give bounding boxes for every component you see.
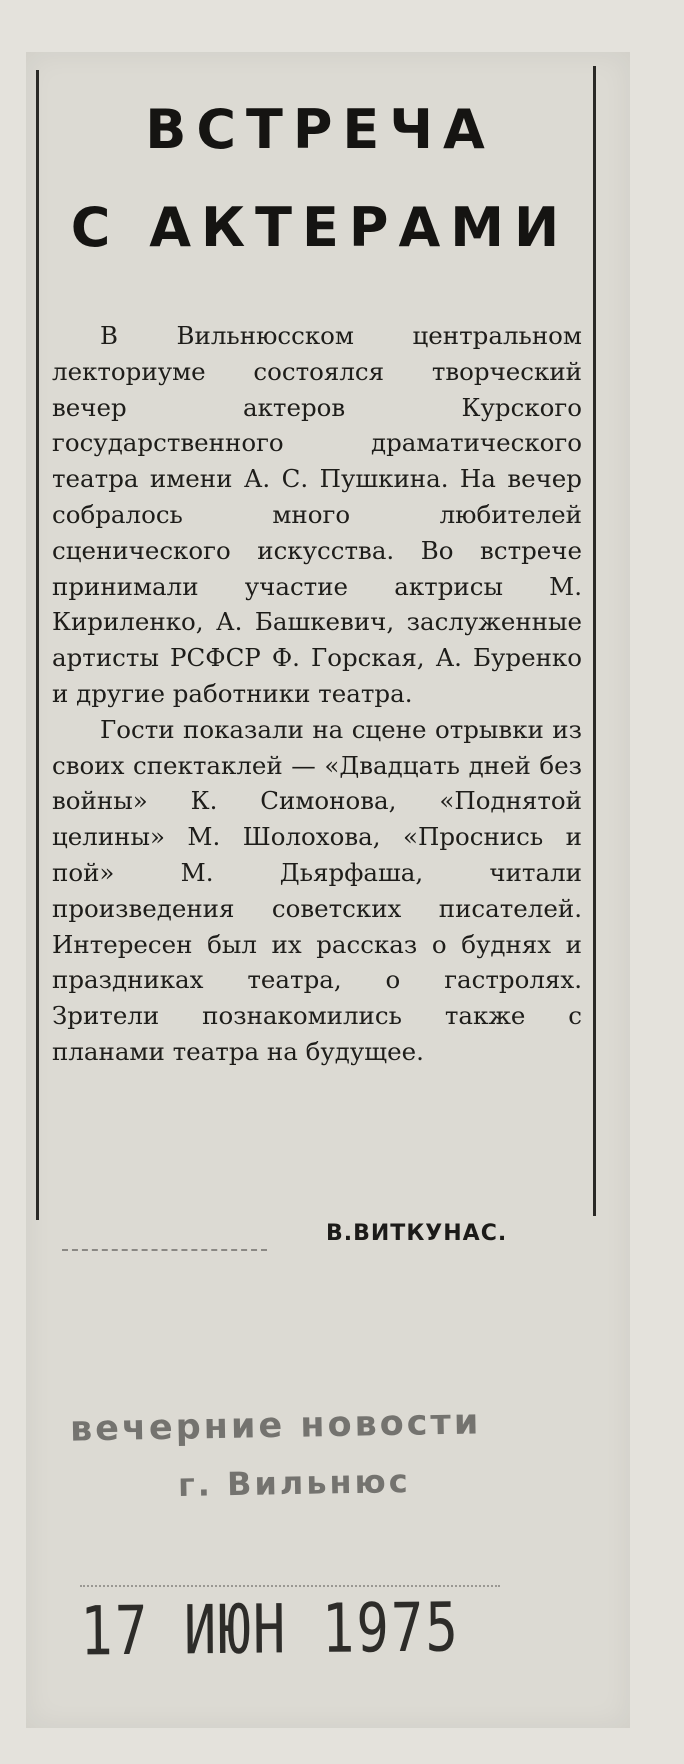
article-body xyxy=(52,318,582,1070)
stamp-date: 17 ИЮН 1975 xyxy=(80,1587,461,1671)
stamp-newspaper-name: вечерние новости xyxy=(69,1402,482,1450)
divider-line xyxy=(62,1249,267,1251)
article-paragraph-1: В Вильнюсском центральном лекториуме состоялся творческий вечер актеров Курского государственного драматического театра имени А. С. Пушкина. На вечер собралось много любителей сценического искусства. Во встрече принимали участие актрисы М. Кириленко, А. Башкевич, заслуженные артисты РСФСР Ф. Горская, А. Буренко и другие работники театра. xyxy=(52,321,582,708)
stamp-dotted-line xyxy=(80,1585,500,1587)
article-paragraph-2: Гости показали на сцене отрывки из своих спектаклей — «Двадцать дней без войны» К. Симонова, «Поднятой целины» М. Шолохова, «Проснись и пой» М. Дьярфаша, читали произведения советских писателей. Интересен был их рассказ о буднях и праздниках театра, о гастролях. Зрители познакомились также с планами театра на будущее. xyxy=(52,714,582,1066)
stamp-city: г. Вильнюс xyxy=(177,1461,412,1505)
column-rule-left xyxy=(36,70,39,1220)
headline-line-2: С АКТЕРАМИ xyxy=(70,196,570,259)
column-rule-right xyxy=(593,66,596,1216)
author-signature: В.ВИТКУНАС. xyxy=(326,1221,508,1246)
headline-line-1: ВСТРЕЧА xyxy=(145,98,495,161)
